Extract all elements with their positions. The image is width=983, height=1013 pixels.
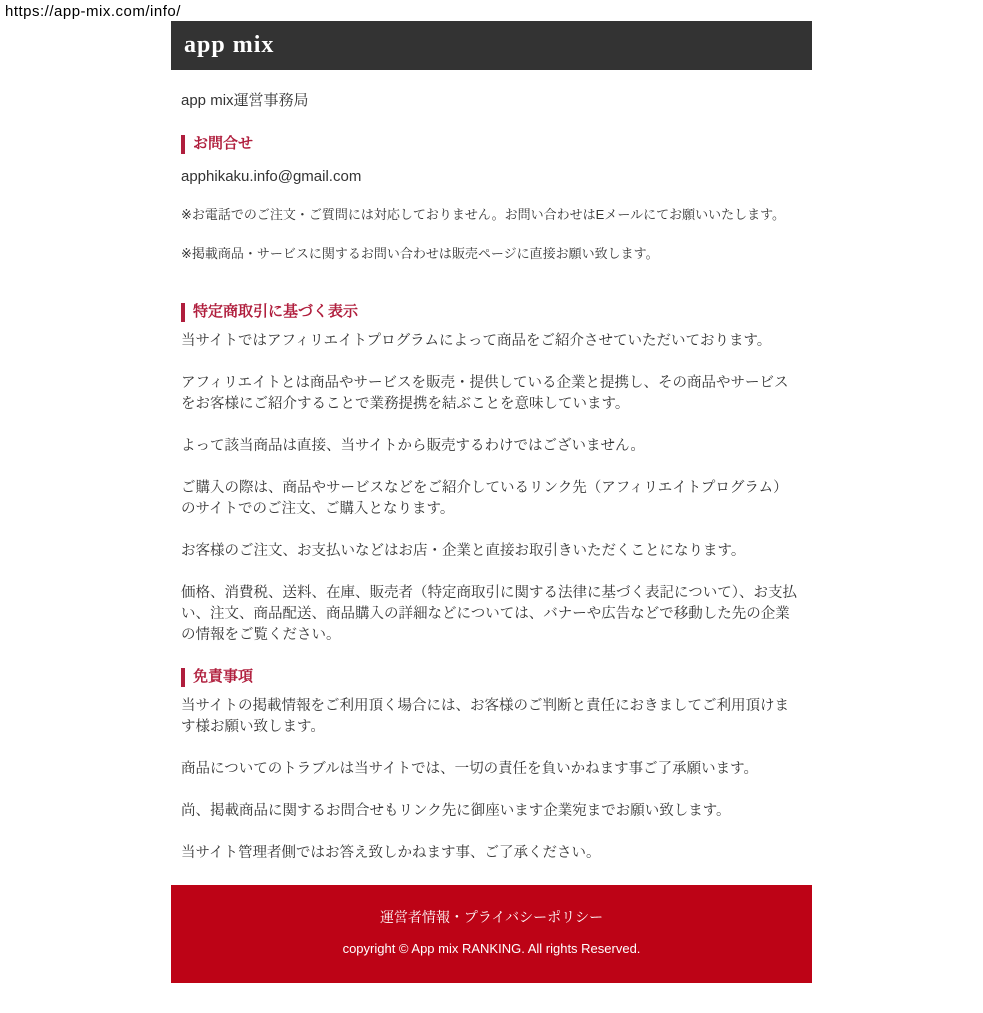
footer-privacy-policy-link[interactable]: 運営者情報・プライバシーポリシー bbox=[379, 909, 604, 925]
footer-copyright: copyright © App mix RANKING. All rights Reserved. bbox=[342, 941, 641, 956]
site-header bbox=[171, 21, 812, 70]
contact-email-link[interactable]: apphikaku.info@gmail.com bbox=[181, 168, 362, 185]
disclaimer-paragraph: 商品についてのトラブルは当サイトでは、一切の責任を負いかねます事ご了承願います。 bbox=[181, 761, 758, 777]
tokutei-paragraph: お客様のご注文、お支払いなどはお店・企業と直接お取引きいただくことになります。 bbox=[181, 543, 746, 559]
page-container bbox=[171, 21, 812, 983]
contact-note-phone: ※お電話でのご注文・ご質問には対応しておりません。お問い合わせはEメールにてお願いいたします。 bbox=[181, 207, 786, 222]
section-heading-contact-label: お問合せ bbox=[193, 135, 254, 152]
browser-url-text: https://app-mix.com/info/ bbox=[5, 3, 181, 20]
section-heading-disclaimer bbox=[181, 667, 802, 687]
heading-accent-bar bbox=[181, 303, 185, 322]
tokutei-paragraph: 価格、消費税、送料、在庫、販売者（特定商取引に関する法律に基づく表記について）、お支払い、注文、商品配送、商品購入の詳細などについては、バナーや広告などで移動した先の企業の情報をご覧ください。 bbox=[181, 585, 797, 643]
contact-note-products: ※掲載商品・サービスに関するお問い合わせは販売ページに直接お願い致します。 bbox=[181, 246, 659, 261]
section-heading-tokutei-label: 特定商取引に基づく表示 bbox=[193, 303, 359, 320]
heading-accent-bar bbox=[181, 135, 185, 154]
main-content bbox=[171, 92, 812, 864]
heading-accent-bar bbox=[181, 668, 185, 687]
section-heading-contact bbox=[181, 134, 802, 154]
disclaimer-paragraph: 当サイトの掲載情報をご利用頂く場合には、お客様のご判断と責任におきましてご利用頂けます様お願い致します。 bbox=[181, 698, 789, 735]
section-heading-tokutei bbox=[181, 302, 802, 322]
tokutei-paragraph: 当サイトではアフィリエイトプログラムによって商品をご紹介させていただいております。 bbox=[181, 333, 772, 349]
site-footer bbox=[171, 885, 812, 983]
tokutei-paragraph: ご購入の際は、商品やサービスなどをご紹介しているリンク先（アフィリエイトプログラム）のサイトでのご注文、ご購入となります。 bbox=[181, 480, 788, 517]
disclaimer-paragraph: 当サイト管理者側ではお答え致しかねます事、ご了承ください。 bbox=[181, 845, 601, 861]
site-logo-link[interactable]: app mix bbox=[184, 32, 275, 58]
tokutei-paragraph: アフィリエイトとは商品やサービスを販売・提供している企業と提携し、その商品やサービスをお客様にご紹介することで業務提携を結ぶことを意味しています。 bbox=[181, 375, 789, 412]
contact-email-line bbox=[181, 168, 802, 186]
section-heading-disclaimer-label: 免責事項 bbox=[193, 668, 254, 685]
operator-name: app mix運営事務局 bbox=[181, 92, 309, 109]
tokutei-paragraph: よって該当商品は直接、当サイトから販売するわけではございません。 bbox=[181, 438, 645, 454]
disclaimer-paragraph: 尚、掲載商品に関するお問合せもリンク先に御座います企業宛までお願い致します。 bbox=[181, 803, 731, 819]
